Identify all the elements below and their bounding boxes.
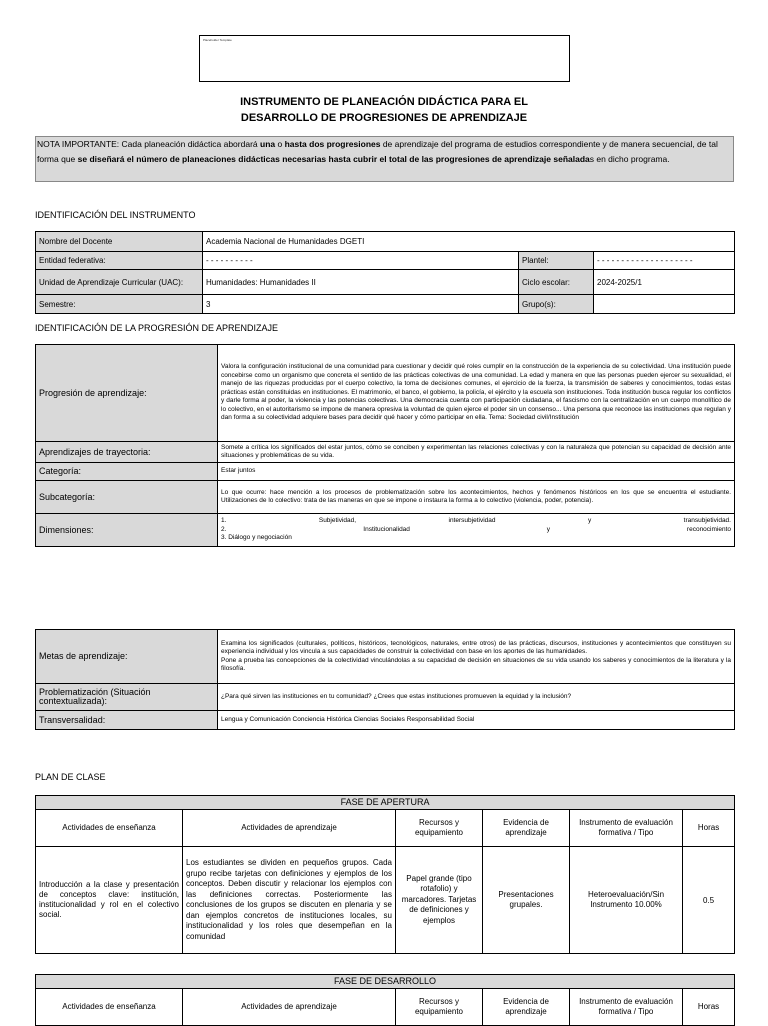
- note-text-4: s en dicho programa.: [589, 154, 670, 164]
- metas-value-1: Examina los significados (culturales, políticos, históricos, tecnológicos, naturales, entre otros) de las prácticas, discursos, instituciones y acontecimientos que constituyen su experiencia individual y los vincula a sus capacidades de construir la colectividad con base en los aportes de las humanidades.: [221, 639, 731, 655]
- plantel-value: - - - - - - - - - - - - - - - - - - - -: [594, 252, 735, 270]
- subcategoria-value: [218, 481, 735, 514]
- col-header-evidencia: Evidencia de aprendizaje: [483, 989, 570, 1026]
- apertura-evidencia: Presentaciones grupales.: [483, 847, 570, 954]
- uac-value: Humanidades: Humanidades II: [203, 270, 519, 295]
- dimensiones-label: Dimensiones:: [36, 514, 218, 547]
- col-header-instrumento: Instrumento de evaluación formativa / Tipo: [570, 810, 683, 847]
- dimension-1-part: 1.: [221, 517, 227, 525]
- docente-label: Nombre del Docente: [36, 232, 203, 252]
- dimension-3: 3. Diálogo y negociación: [221, 534, 292, 542]
- col-header-ensenanza: Actividades de enseñanza: [36, 810, 183, 847]
- desarrollo-title: FASE DE DESARROLLO: [36, 975, 735, 989]
- transversalidad-label: Transversalidad:: [36, 711, 218, 730]
- col-header-instrumento: Instrumento de evaluación formativa / Tipo: [570, 989, 683, 1026]
- apertura-aprendizaje: Los estudiantes se dividen en pequeños grupos. Cada grupo recibe tarjetas con definiciones y ejemplos de los conceptos. Deben discutir y relacionar los ejemplos con las definiciones correctas. Posteriormente las conclusiones de los grupos se discuten en plenaria y se dan ejemplos concretos de instituciones locales, su institucionalidad y los roles que desempeñan en la comunidad: [183, 847, 396, 954]
- grupo-label: Grupo(s):: [519, 295, 594, 314]
- col-header-aprendizaje: Actividades de aprendizaje: [183, 989, 396, 1026]
- dimension-2-part: 2.: [221, 525, 227, 533]
- categoria-label: Categoría:: [36, 463, 218, 481]
- col-header-evidencia: Evidencia de aprendizaje: [483, 810, 570, 847]
- progresion-table: [35, 344, 735, 547]
- identificacion-table: [35, 231, 735, 314]
- note-text-2: o: [275, 139, 285, 149]
- section-title-progresion: IDENTIFICACIÓN DE LA PROGRESIÓN DE APRENDIZAJE: [35, 323, 279, 333]
- document-title-line1: INSTRUMENTO DE PLANEACIÓN DIDÁCTICA PARA EL: [240, 96, 528, 108]
- apertura-ensenanza: Introducción a la clase y presentación de conceptos clave: institución, institucionalidad y rol en el colectivo social.: [36, 847, 183, 954]
- apertura-table: [35, 795, 735, 954]
- metas-label: Metas de aprendizaje:: [36, 630, 218, 684]
- ciclo-value: 2024-2025/1: [594, 270, 735, 295]
- semestre-label: Semestre:: [36, 295, 203, 314]
- dimension-1-part: Subjetividad,: [318, 517, 357, 525]
- problematizacion-value: ¿Para qué sirven las instituciones en tu comunidad? ¿Crees que estas instituciones promueven la equidad y la inclusión?: [218, 684, 735, 711]
- plantel-label: Plantel:: [519, 252, 594, 270]
- transversalidad-value: Lengua y Comunicación Conciencia Histórica Ciencias Sociales Responsabilidad Social: [218, 711, 735, 730]
- apertura-recursos: Papel grande (tipo rotafolio) y marcadores. Tarjetas de definiciones y ejemplos: [396, 847, 483, 954]
- logo-box: [199, 35, 570, 82]
- subcategoria-line2: Utilizaciones de lo colectivo: trata de las maneras en que se impone o instaura la forma a lo colectivo (violencia, poder, potencia).: [221, 497, 594, 504]
- logo-caption: Placeholder Template: [203, 38, 232, 42]
- dimension-2-part: reconocimiento: [686, 525, 731, 533]
- ciclo-label: Ciclo escolar:: [519, 270, 594, 295]
- progresion-label: Progresión de aprendizaje:: [36, 345, 218, 442]
- semestre-value: 3: [203, 295, 519, 314]
- progresion-value: Valora la configuración institucional de una comunidad para cuestionar y decidir qué roles cumplir en la construcción de la experiencia de su colectividad. Una institución puede concebirse como un organismo que concreta el sentido de las prácticas colectivas de una comunidad. La edad y manera en que las personas pueden ejercer su sexualidad, el manejo de las riquezas producidas por el cuerpo colectivo, la toma de decisiones comunes, el ejercicio de la fuerza, la transmisión de saberes y conocimientos, todas estas prácticas están constituidas en instituciones. El matrimonio, el banco, el gobierno, la policía, el ejército y la escuela son instituciones. Toda institución busca regular los conflictos y darle forma al poder, la violencia y las potencias colectivas. Una democracia cuenta con participación ciudadana, el fascismo con la centralización en un cuerpo monolítico de lo colectivo, en el autoritarismo se impone de manera opresiva la voluntad de quien ejerce el poder sin un consenso... Una persona que reconoce las instituciones que regulan y dan forma a su colectividad adquiere bases para decidir qué hacer y cómo participar en ella. Tema: Sociedad civil/Institución: [218, 345, 735, 442]
- col-header-horas: Horas: [683, 810, 735, 847]
- note-text-3: de aprendizaje del programa de estudios correspondiente y de manera secuencial, de tal forma que: [37, 139, 718, 164]
- entidad-value: - - - - - - - - - -: [203, 252, 519, 270]
- dimension-2: [221, 526, 731, 535]
- note-bold-2: hasta dos progresiones: [284, 139, 381, 149]
- problematizacion-label: Problematización (Situación contextualizada):: [36, 684, 218, 711]
- dimension-1-part: intersubjetividad: [448, 517, 496, 525]
- col-header-ensenanza: Actividades de enseñanza: [36, 989, 183, 1026]
- dimension-1: [221, 517, 731, 526]
- subcategoria-label: Subcategoría:: [36, 481, 218, 514]
- note-bold-3: se diseñará el número de planeaciones didácticas necesarias hasta cubrir el total de las progresiones de aprendizaje señalada: [77, 154, 590, 164]
- uac-label: Unidad de Aprendizaje Curricular (UAC):: [36, 270, 203, 295]
- note-text-1: NOTA IMPORTANTE: Cada planeación didáctica abordará: [37, 139, 260, 149]
- metas-table: [35, 629, 735, 730]
- col-header-aprendizaje: Actividades de aprendizaje: [183, 810, 396, 847]
- grupo-value: [594, 295, 735, 314]
- categoria-value: Estar juntos: [218, 463, 735, 481]
- dimension-1-part: y: [587, 517, 592, 525]
- apertura-horas: 0.5: [683, 847, 735, 954]
- dimension-2-part: Institucionalidad: [363, 525, 410, 533]
- entidad-label: Entidad federativa:: [36, 252, 203, 270]
- apertura-instrumento: Heteroevaluación/Sin Instrumento 10.00%: [570, 847, 683, 954]
- dimension-2-part: y: [546, 525, 551, 533]
- section-title-identificacion: IDENTIFICACIÓN DEL INSTRUMENTO: [35, 210, 196, 220]
- note-bold-1: una: [260, 139, 276, 149]
- metas-value: [218, 630, 735, 684]
- document-title-line2: DESARROLLO DE PROGRESIONES DE APRENDIZAJE: [240, 112, 528, 124]
- trayectoria-label: Aprendizajes de trayectoria:: [36, 442, 218, 463]
- col-header-recursos: Recursos y equipamiento: [396, 810, 483, 847]
- desarrollo-table: [35, 974, 735, 1026]
- dimensiones-value: [218, 514, 735, 547]
- subcategoria-line1: Lo que ocurre: hace mención a los procesos de problematización sobre los acontecimientos, hechos y fenómenos históricos en los que se encuentra el estudiante.: [221, 488, 731, 496]
- trayectoria-value: Somete a crítica los significados del estar juntos, cómo se conciben y experimentan las relaciones colectivas y con la naturaleza que potencian su capacidad de decisión ante situaciones y problemáticas de su vida.: [218, 442, 735, 463]
- col-header-horas: Horas: [683, 989, 735, 1026]
- section-title-plan: PLAN DE CLASE: [35, 772, 106, 782]
- metas-value-2: Pone a prueba las concepciones de la colectividad vinculándolas a su capacidad de decisión en situaciones de su vida usando los saberes y conocimientos de la literatura y la filosofía.: [221, 656, 731, 672]
- important-note: [35, 136, 734, 182]
- dimension-1-part: transubjetividad.: [683, 517, 731, 525]
- apertura-title: FASE DE APERTURA: [36, 796, 735, 810]
- col-header-recursos: Recursos y equipamiento: [396, 989, 483, 1026]
- docente-value: Academia Nacional de Humanidades DGETI: [203, 232, 735, 252]
